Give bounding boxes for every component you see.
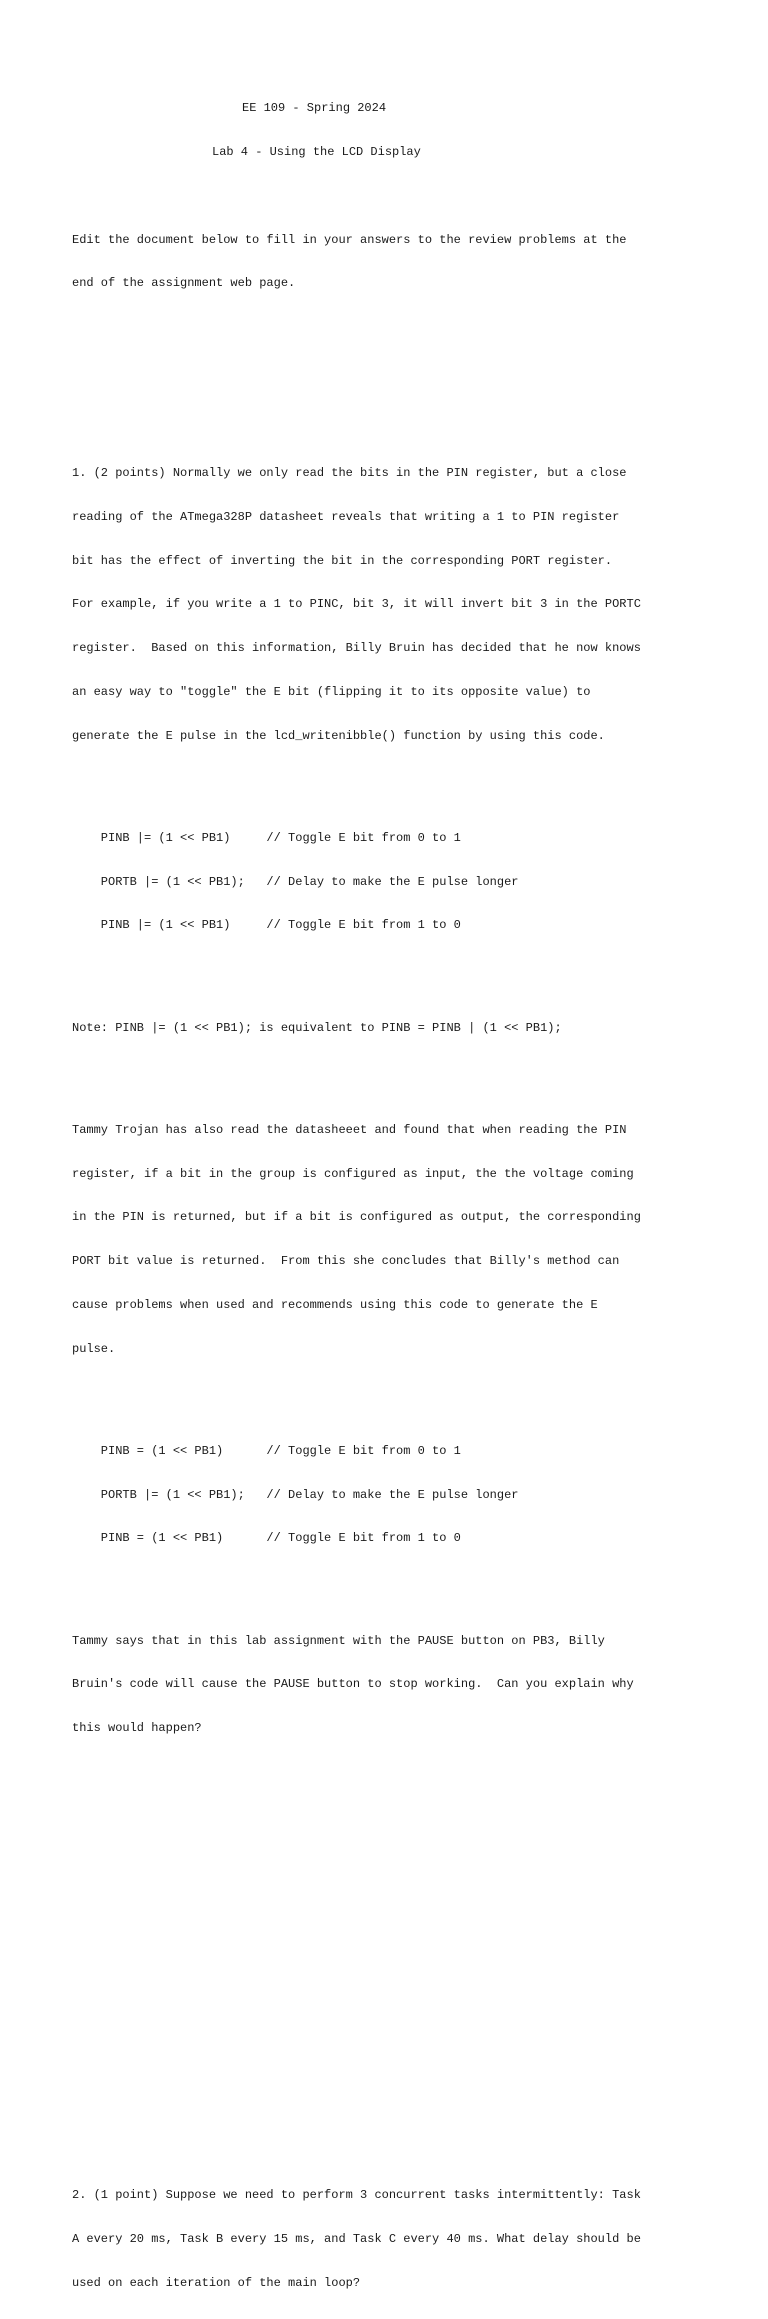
blank-line: [72, 189, 712, 204]
blank-line: [72, 408, 712, 423]
q1-tammy-line: register, if a bit in the group is configured as input, the the voltage coming: [72, 1166, 634, 1181]
document-body: [72, 72, 712, 2319]
q1-intro-line: register. Based on this information, Billy Bruin has decided that he now knows: [72, 641, 641, 656]
q1-intro-line: an easy way to "toggle" the E bit (flipping it to its opposite value) to: [72, 684, 591, 699]
code-line-billy: PORTB |= (1 << PB1); // Delay to make the E pulse longer: [72, 874, 519, 889]
header-lab: Lab 4 - Using the LCD Display: [212, 144, 421, 159]
header-course: EE 109 - Spring 2024: [242, 101, 387, 116]
q2-line: 2. (1 point) Suppose we need to perform 3 concurrent tasks intermittently: Task: [72, 2188, 641, 2203]
q1-tammy-line: cause problems when used and recommends using this code to generate the E: [72, 1297, 598, 1312]
answer-space[interactable]: [72, 1867, 712, 1882]
q1-question-line: Tammy says that in this lab assignment with the PAUSE button on PB3, Billy: [72, 1633, 605, 1648]
answer-space[interactable]: [72, 1779, 712, 1794]
blank-line: [72, 962, 712, 977]
code-line-tammy: PORTB |= (1 << PB1); // Delay to make the E pulse longer: [72, 1487, 519, 1502]
code-line-billy: PINB |= (1 << PB1) // Toggle E bit from 1 to 0: [72, 918, 461, 933]
q1-intro-line: 1. (2 points) Normally we only read the bits in the PIN register, but a close: [72, 466, 627, 481]
q2-line: A every 20 ms, Task B every 15 ms, and Task C every 40 ms. What delay should be: [72, 2231, 641, 2246]
q1-note: Note: PINB |= (1 << PB1); is equivalent to PINB = PINB | (1 << PB1);: [72, 1020, 562, 1035]
q1-intro-line: For example, if you write a 1 to PINC, bit 3, it will invert bit 3 in the PORTC: [72, 597, 641, 612]
q1-tammy-line: PORT bit value is returned. From this she concludes that Billy's method can: [72, 1254, 620, 1269]
blank-line: [72, 773, 712, 788]
answer-space[interactable]: [72, 1998, 712, 2013]
answer-space[interactable]: [72, 1955, 712, 1970]
answer-space[interactable]: [72, 2042, 712, 2057]
blank-line: [72, 320, 712, 335]
answer-space[interactable]: [72, 2130, 712, 2145]
q1-tammy-line: pulse.: [72, 1341, 116, 1356]
q1-question-line: Bruin's code will cause the PAUSE button to stop working. Can you explain why: [72, 1677, 634, 1692]
blank-line: [72, 1385, 712, 1400]
code-line-tammy: PINB = (1 << PB1) // Toggle E bit from 1 to 0: [72, 1531, 461, 1546]
blank-line: [72, 1575, 712, 1590]
answer-space[interactable]: [72, 1911, 712, 1926]
q1-tammy-line: Tammy Trojan has also read the datasheeet and found that when reading the PIN: [72, 1122, 627, 1137]
instruction-line: Edit the document below to fill in your answers to the review problems at the: [72, 232, 627, 247]
blank-line: [72, 364, 712, 379]
answer-space[interactable]: [72, 2086, 712, 2101]
instruction-line: end of the assignment web page.: [72, 276, 296, 291]
q1-tammy-line: in the PIN is returned, but if a bit is configured as output, the corresponding: [72, 1210, 641, 1225]
q1-intro-line: generate the E pulse in the lcd_writenibble() function by using this code.: [72, 728, 605, 743]
q2-line: used on each iteration of the main loop?: [72, 2275, 361, 2290]
blank-line: [72, 1064, 712, 1079]
code-line-tammy: PINB = (1 << PB1) // Toggle E bit from 0 to 1: [72, 1443, 461, 1458]
q1-intro-line: bit has the effect of inverting the bit in the corresponding PORT register.: [72, 553, 613, 568]
q1-intro-line: reading of the ATmega328P datasheet reveals that writing a 1 to PIN register: [72, 509, 620, 524]
code-line-billy: PINB |= (1 << PB1) // Toggle E bit from 0 to 1: [72, 830, 461, 845]
q1-question-line: this would happen?: [72, 1721, 202, 1736]
answer-space[interactable]: [72, 1823, 712, 1838]
